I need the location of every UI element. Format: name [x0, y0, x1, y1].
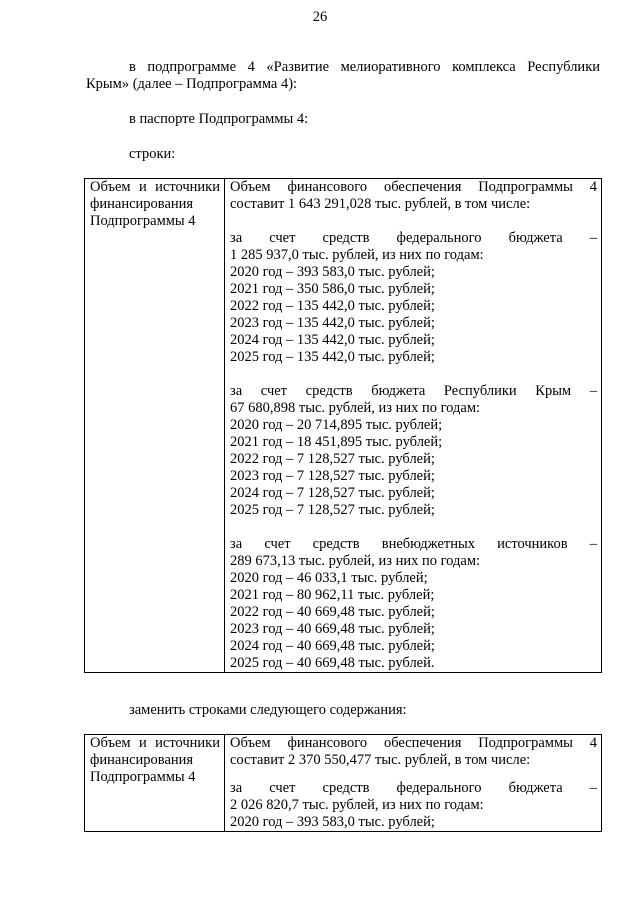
left-line: Подпрограммы 4	[90, 213, 196, 229]
federal-year: 2023 год – 135 442,0 тыс. рублей;	[230, 315, 435, 331]
table-new-rows	[84, 734, 602, 832]
federal-head: за счет средств федерального бюджета –	[230, 230, 597, 246]
table-new-left-cell	[85, 735, 225, 832]
regional-year: 2021 год – 18 451,895 тыс. рублей;	[230, 434, 443, 450]
passport-label: в паспорте Подпрограммы 4:	[129, 111, 309, 127]
left-line: финансирования	[90, 196, 194, 212]
federal-sum: 2 026 820,7 тыс. рублей, из них по годам:	[230, 797, 484, 813]
extra-year: 2021 год – 80 962,11 тыс. рублей;	[230, 587, 435, 603]
rows-label: строки:	[129, 146, 176, 162]
federal-year: 2020 год – 393 583,0 тыс. рублей;	[230, 814, 435, 830]
replace-label: заменить строками следующего содержания:	[129, 702, 407, 718]
extra-year: 2020 год – 46 033,1 тыс. рублей;	[230, 570, 428, 586]
extra-sum: 289 673,13 тыс. рублей, из них по годам:	[230, 553, 481, 569]
total-line: составит 1 643 291,028 тыс. рублей, в том числе:	[230, 196, 531, 212]
left-line: Объем и источники	[90, 179, 220, 195]
extra-year: 2024 год – 40 669,48 тыс. рублей;	[230, 638, 435, 654]
left-line: Подпрограммы 4	[90, 769, 196, 785]
regional-sum: 67 680,898 тыс. рублей, из них по годам:	[230, 400, 481, 416]
table-old-right-cell	[225, 179, 602, 673]
extra-head: за счет средств внебюджетных источников –	[230, 536, 597, 552]
federal-head: за счет средств федерального бюджета –	[230, 780, 597, 796]
extra-year: 2023 год – 40 669,48 тыс. рублей;	[230, 621, 435, 637]
regional-year: 2020 год – 20 714,895 тыс. рублей;	[230, 417, 443, 433]
intro-line-2: Крым» (далее – Подпрограмма 4):	[86, 76, 298, 92]
federal-year: 2025 год – 135 442,0 тыс. рублей;	[230, 349, 435, 365]
table-old-left-cell	[85, 179, 225, 673]
table-new-right-cell	[225, 735, 602, 832]
total-line: составит 2 370 550,477 тыс. рублей, в том числе:	[230, 752, 531, 768]
total-line: Объем финансового обеспечения Подпрограммы 4	[230, 735, 597, 751]
intro-paragraph	[86, 59, 600, 93]
total-line: Объем финансового обеспечения Подпрограммы 4	[230, 179, 597, 195]
intro-line-1: в подпрограмме 4 «Развитие мелиоративного комплекса Республики	[129, 59, 600, 75]
regional-year: 2023 год – 7 128,527 тыс. рублей;	[230, 468, 435, 484]
page-number: 26	[312, 9, 328, 25]
extra-year: 2022 год – 40 669,48 тыс. рублей;	[230, 604, 435, 620]
table-old-rows	[84, 178, 602, 673]
federal-year: 2021 год – 350 586,0 тыс. рублей;	[230, 281, 435, 297]
federal-year: 2020 год – 393 583,0 тыс. рублей;	[230, 264, 435, 280]
regional-year: 2022 год – 7 128,527 тыс. рублей;	[230, 451, 435, 467]
regional-year: 2025 год – 7 128,527 тыс. рублей;	[230, 502, 435, 518]
left-line: Объем и источники	[90, 735, 220, 751]
extra-year: 2025 год – 40 669,48 тыс. рублей.	[230, 655, 435, 671]
federal-year: 2024 год – 135 442,0 тыс. рублей;	[230, 332, 435, 348]
regional-year: 2024 год – 7 128,527 тыс. рублей;	[230, 485, 435, 501]
left-line: финансирования	[90, 752, 194, 768]
federal-year: 2022 год – 135 442,0 тыс. рублей;	[230, 298, 435, 314]
regional-head: за счет средств бюджета Республики Крым –	[230, 383, 597, 399]
federal-sum: 1 285 937,0 тыс. рублей, из них по годам:	[230, 247, 484, 263]
